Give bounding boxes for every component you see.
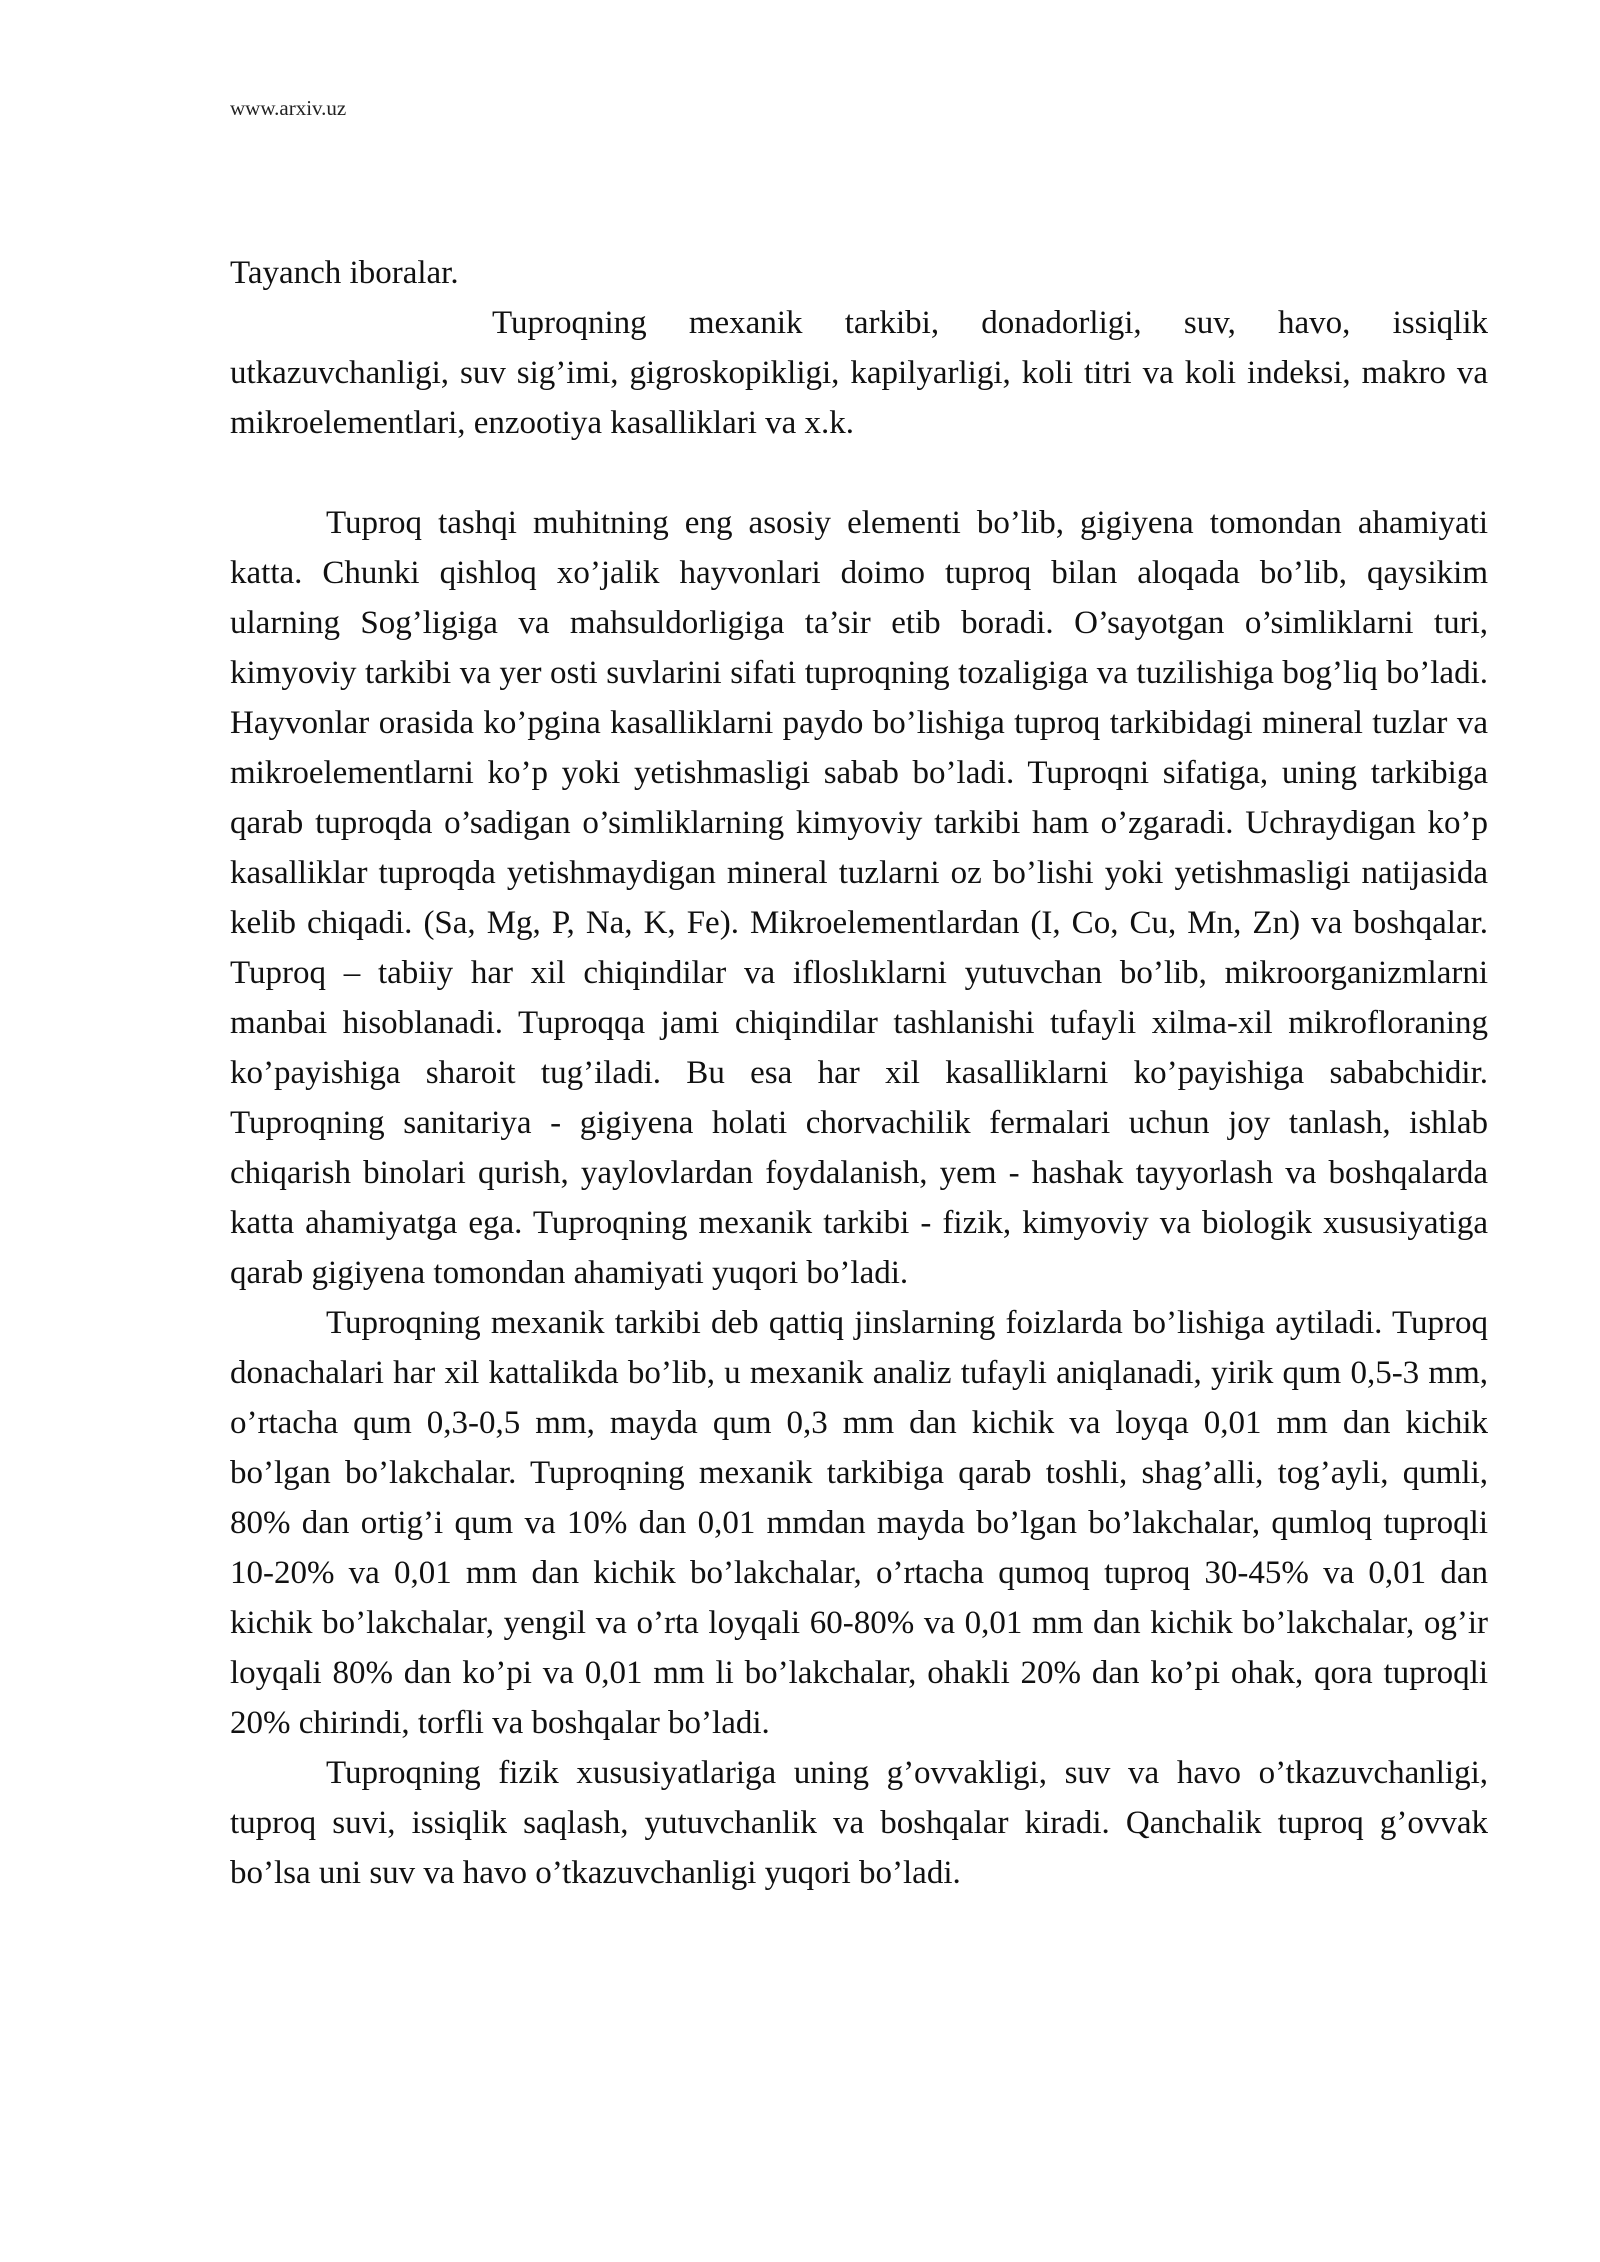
keywords-heading: Tayanch iboralar. (230, 255, 459, 291)
keywords-paragraph: Tuproqning mexanik tarkibi, donadorligi, suv, havo, issiqlik utkazuvchanligi, suv sig’imi, gigroskopikligi, kapilyarligi, koli titri va koli indeksi, makro va mikroelementlari, enzootiya kasalliklari va x.k. (230, 305, 1488, 441)
paragraph-mechanical-composition: Tuproqning mexanik tarkibi deb qattiq jinslarning foizlarda bo’lishiga aytiladi. Tuproq donachalari har xil kattalikda bo’lib, u mexanik analiz tufayli aniqlanadi, yirik qum 0,5-3 mm, o’rtacha qum 0,3-0,5 mm, mayda qum 0,3 mm dan kichik va loyqa 0,01 mm dan kichik bo’lgan bo’lakchalar. Tuproqning mexanik tarkibiga qarab toshli, shag’alli, tog’ayli, qumli, 80% dan ortig’i qum va 10% dan 0,01 mmdan mayda bo’lgan bo’lakchalar, qumloq tuproqli 10-20% va 0,01 mm dan kichik bo’lakchalar, o’rtacha qumoq tuproq 30-45% va 0,01 dan kichik bo’lakchalar, yengil va o’rta loyqali 60-80% va 0,01 mm dan kichik bo’lakchalar, og’ir loyqali 80% dan ko’pi va 0,01 mm li bo’lakchalar, ohakli 20% dan ko’pi ohak, qora tuproqli 20% chirindi, torfli va boshqalar bo’ladi. (230, 1305, 1488, 1741)
site-url-header: www.arxiv.uz (230, 96, 347, 120)
paragraph-spacer (230, 448, 1488, 498)
paragraph-physical-properties: Tuproqning fizik xususiyatlariga uning g’ovvakligi, suv va havo o’tkazuvchanligi, tuproq suvi, issiqlik saqlash, yutuvchanlik va boshqalar kiradi. Qanchalik tuproq g’ovvak bo’lsa uni suv va havo o’tkazuvchanligi yuqori bo’ladi. (230, 1755, 1488, 1891)
paragraph-soil-hygiene: Tuproq tashqi muhitning eng asosiy elementi bo’lib, gigiyena tomondan ahamiyati katta. Chunki qishloq xo’jalik hayvonlari doimo tuproq bilan aloqada bo’lib, qaysikim ularning Sog’ligiga va mahsuldorligiga ta’sir etib boradi. O’sayotgan o’simliklarni turi, kimyoviy tarkibi va yer osti suvlarini sifati tuproqning tozaligiga va tuzilishiga bog’liq bo’ladi. Hayvonlar orasida ko’pgina kasalliklarni paydo bo’lishiga tuproq tarkibidagi mineral tuzlar va mikroelementlarni ko’p yoki yetishmasligi sabab bo’ladi. Tuproqni sifatiga, uning tarkibiga qarab tuproqda o’sadigan o’simliklarning kimyoviy tarkibi ham o’zgaradi. Uchraydigan ko’p kasalliklar tuproqda yetishmaydigan mineral tuzlarni oz bo’lishi yoki yetishmasligi natijasida kelib chiqadi. (Sa, Mg, P, Na, K, Fe). Mikroelementlardan (I, Co, Cu, Mn, Zn) va boshqalar. Tuproq – tabiiy har xil chiqindilar va ifloslıklarni yutuvchan bo’lib, mikroorganizmlarni manbai hisoblanadi. Tuproqqa jami chiqindilar tashlanishi tufayli xilma-xil mikrofloraning ko’payishiga sharoit tug’iladi. Bu esa har xil kasalliklarni ko’payishiga sababchidir. Tuproqning sanitariya - gigiyena holati chorvachilik fermalari uchun joy tanlash, ishlab chiqarish binolari qurish, yaylovlardan foydalanish, yem - hashak tayyorlash va boshqalarda katta ahamiyatga ega. Tuproqning mexanik tarkibi - fizik, kimyoviy va biologik xususiyatiga qarab gigiyena tomondan ahamiyati yuqori bo’ladi. (230, 505, 1488, 1291)
document-body (230, 248, 1488, 1898)
